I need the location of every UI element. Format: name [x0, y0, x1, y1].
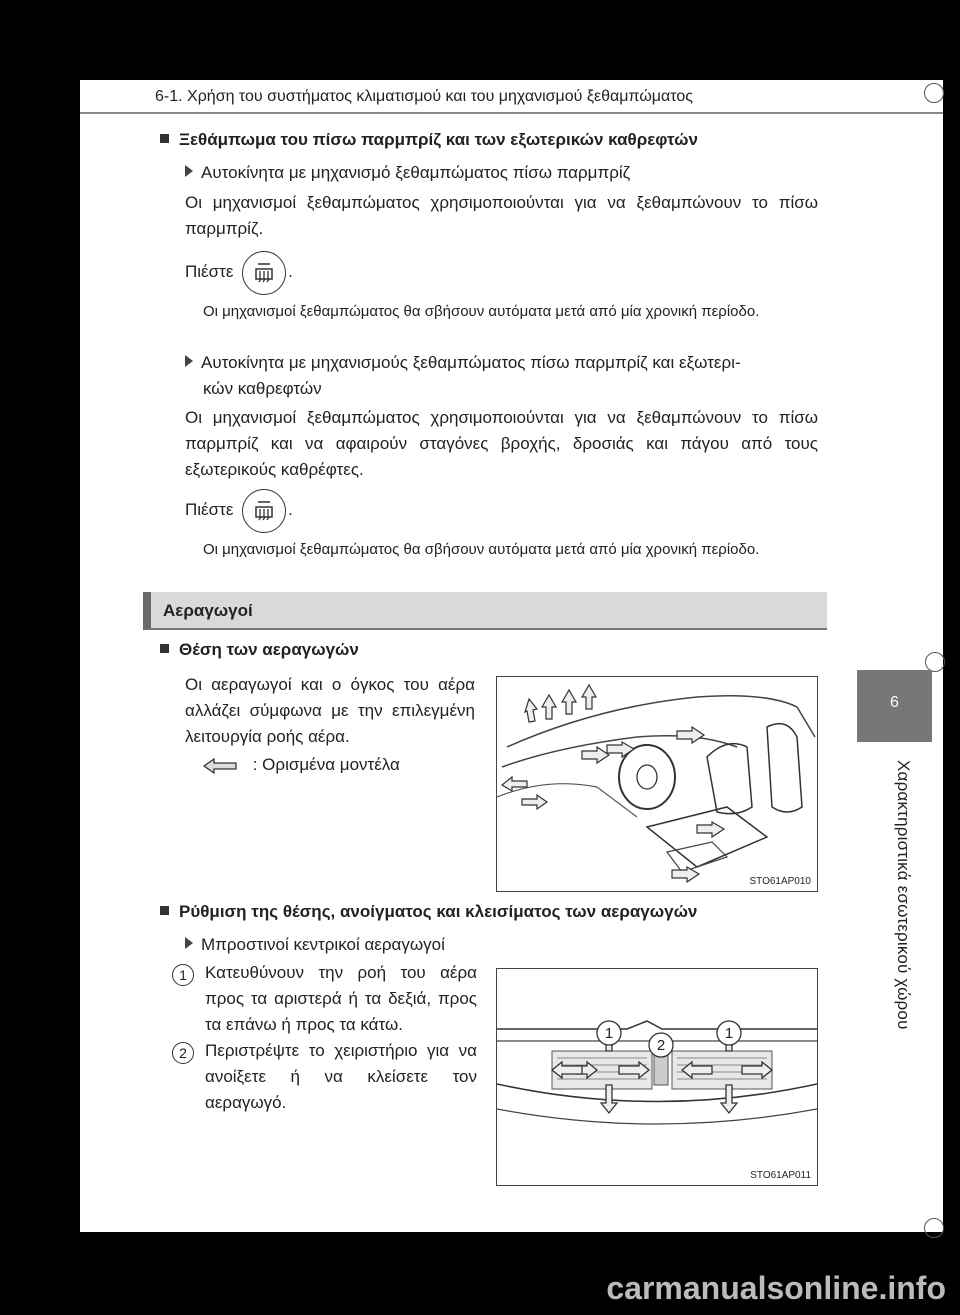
rear-defogger-button-icon[interactable] [242, 251, 286, 295]
step-text-1: Κατευθύνουν την ροή του αέρα προς τα αριστερά ή τα δεξιά, προς τα επάνω ή προς τα κάτω. [205, 963, 477, 1034]
heading-defog: Ξεθάμπωμα του πίσω παρμπρίζ και των εξωτερικών καθρεφτών [160, 130, 698, 150]
manual-page [80, 80, 943, 1232]
rear-defogger-button-icon[interactable] [242, 489, 286, 533]
triangle-bullet-icon [185, 165, 193, 177]
registration-mark-icon [924, 1218, 944, 1238]
callout-2: 2 [656, 1037, 666, 1054]
figure-code: STO61AP011 [750, 1170, 811, 1181]
paragraph-defog-2: Οι μηχανισμοί ξεθαμπώματος χρησιμοποιούνται για να ξεθαμπώνουν το πίσω παρμπρίζ και να αφαιρούν σταγόνες βροχής, δροσιάς και πάγου από τους εξωτερικούς καθρέφτες. [185, 408, 818, 479]
heading-vent-adjust: Ρύθμιση της θέσης, ανοίγματος και κλεισίματος των αεραγωγών [160, 902, 697, 922]
section-bar-title: Αεραγωγοί [163, 601, 253, 620]
triangle-bullet-icon [185, 937, 193, 949]
header-title: 6-1. Χρήση του συστήματος κλιματισμού και του μηχανισμού ξεθαμπώματος [155, 88, 693, 105]
step-number-1: 1 [172, 964, 194, 986]
callout-1-left: 1 [604, 1025, 614, 1042]
legend-row: : Ορισμένα μοντέλα [200, 752, 400, 778]
heading-vent-location: Θέση των αεραγωγών [160, 640, 359, 660]
paragraph-defog-1: Οι μηχανισμοί ξεθαμπώματος χρησιμοποιούνται για να ξεθαμπώνουν το πίσω παρμπρίζ. [185, 193, 818, 238]
subheading-front-center-vents: Μπροστινοί κεντρικοί αεραγωγοί [185, 935, 445, 955]
section-bar-vents [143, 592, 827, 630]
step-number-2: 2 [172, 1042, 194, 1064]
callout-1-right: 1 [724, 1025, 734, 1042]
subheading-defogger-mirrors: Αυτοκίνητα με μηχανισμούς ξεθαμπώματος πίσω παρμπρίζ και εξωτερι- [185, 353, 741, 373]
press-instruction-1: Πιέστε . [185, 250, 293, 294]
chapter-title: Χαρακτηριστικά εσωτερικού χώρου [894, 760, 913, 1030]
square-bullet-icon [160, 906, 169, 915]
registration-mark-icon [924, 83, 944, 103]
vent-location-figure [496, 676, 818, 892]
watermark: carmanualsonline.info [606, 1270, 946, 1306]
note-defog-1: Οι μηχανισμοί ξεθαμπώματος θα σβήσουν αυτόματα μετά από μία χρονική περίοδο. [203, 303, 760, 320]
paragraph-vent-location: Οι αεραγωγοί και ο όγκος του αέρα αλλάζει σύμφωνα με την επιλεγμένη λειτουργία ροής αέρα. [185, 675, 475, 746]
subheading-defogger-mirrors-cont: κών καθρεφτών [203, 379, 322, 398]
note-defog-2: Οι μηχανισμοί ξεθαμπώματος θα σβήσουν αυτόματα μετά από μία χρονική περίοδο. [203, 541, 760, 558]
square-bullet-icon [160, 644, 169, 653]
registration-mark-icon [925, 652, 945, 672]
press-instruction-2: Πιέστε . [185, 488, 293, 532]
subheading-rear-defogger: Αυτοκίνητα με μηχανισμό ξεθαμπώματος πίσω παρμπρίζ [185, 163, 630, 183]
triangle-bullet-icon [185, 355, 193, 367]
chapter-number: 6 [890, 694, 899, 711]
step-text-2: Περιστρέψτε το χειριστήριο για να ανοίξετε ή να κλείσετε τον αεραγωγό. [205, 1041, 477, 1112]
arrow-legend-icon [200, 756, 240, 776]
chapter-tab[interactable] [857, 670, 932, 742]
vent-adjust-figure [496, 968, 818, 1186]
square-bullet-icon [160, 134, 169, 143]
figure-code: STO61AP010 [749, 876, 811, 887]
page-header [80, 80, 943, 114]
